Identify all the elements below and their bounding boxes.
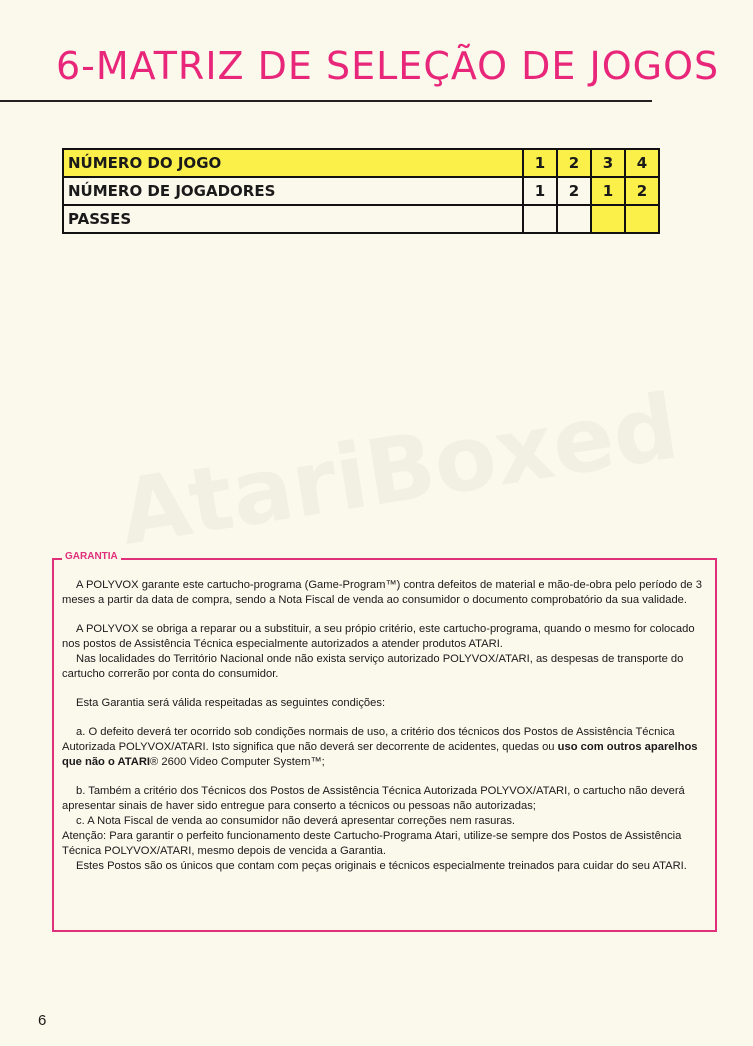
condition-a-bold: uso com outros aparelhos que não o ATARI	[62, 741, 698, 768]
players-cell: 2	[625, 177, 659, 205]
game-number-cell: 2	[557, 149, 591, 177]
page-title: 6-MATRIZ DE SELEÇÃO DE JOGOS	[56, 44, 720, 88]
condition-a-text: a. O defeito deverá ter ocorrido sob condições normais de uso, a critério dos técnicos dos Postos de Assistência Técnica Autorizada POLYVOX/ATARI. Isto significa que não deverá ser decorrente de acidentes, quedas ou	[62, 726, 675, 753]
row-label-players: NÚMERO DE JOGADORES	[63, 177, 523, 205]
warranty-paragraph: Estes Postos são os únicos que contam com peças originais e técnicos especialmente treinados para cuidar do seu ATARI.	[76, 860, 687, 872]
warranty-paragraph: b. Também a critério dos Técnicos dos Postos de Assistência Técnica Autorizada POLYVOX/ATARI, o cartucho não deverá apresentar sinais de haver sido entregue para conserto a técnicos ou pessoas não autorizadas;	[62, 785, 685, 812]
players-cell: 1	[591, 177, 625, 205]
table-row-game-number	[63, 149, 659, 177]
title-underline	[0, 100, 652, 102]
warranty-box	[52, 551, 717, 932]
page-number: 6	[38, 1012, 47, 1029]
row-label-passes: PASSES	[63, 205, 523, 233]
players-cell: 2	[557, 177, 591, 205]
warranty-paragraph: A POLYVOX se obriga a reparar ou a substituir, a seu própio critério, este cartucho-programa, quando o mesmo for colocado nos postos de Assistência Técnica especialmente autorizados a atender produtos ATARI.	[62, 623, 695, 650]
warranty-paragraph: A POLYVOX garante este cartucho-programa (Game-Program™) contra defeitos de material e mão-de-obra pelo período de 3 meses a partir da data de compra, sendo a Nota Fiscal de venda ao consumidor o documento comprobatório da sua validade.	[62, 579, 702, 606]
table-row-passes	[63, 205, 659, 233]
condition-a-end: ® 2600 Video Computer System™;	[150, 756, 325, 768]
warranty-paragraph	[62, 725, 710, 770]
passes-cell	[523, 205, 557, 233]
passes-cell	[591, 205, 625, 233]
game-number-cell: 4	[625, 149, 659, 177]
game-number-cell: 1	[523, 149, 557, 177]
warranty-text	[62, 578, 710, 874]
warranty-heading: GARANTIA	[62, 551, 121, 562]
warranty-paragraph: c. A Nota Fiscal de venda ao consumidor não deverá apresentar correções nem rasuras.	[76, 815, 516, 827]
game-number-cell: 3	[591, 149, 625, 177]
players-cell: 1	[523, 177, 557, 205]
warranty-paragraph: Nas localidades do Território Nacional onde não exista serviço autorizado POLYVOX/ATARI, as despesas de transporte do cartucho correrão por conta do consumidor.	[62, 653, 684, 680]
passes-cell	[625, 205, 659, 233]
row-label-game-number: NÚMERO DO JOGO	[63, 149, 523, 177]
passes-cell	[557, 205, 591, 233]
warranty-paragraph: Esta Garantia será válida respeitadas as seguintes condições:	[76, 697, 386, 709]
warranty-paragraph: Atenção: Para garantir o perfeito funcionamento deste Cartucho-Programa Atari, utilize-se sempre dos Postos de Assistência Técnica POLYVOX/ATARI, mesmo depois de vencida a Garantia.	[62, 830, 682, 857]
table-row-players	[63, 177, 659, 205]
game-selection-matrix	[62, 148, 660, 234]
